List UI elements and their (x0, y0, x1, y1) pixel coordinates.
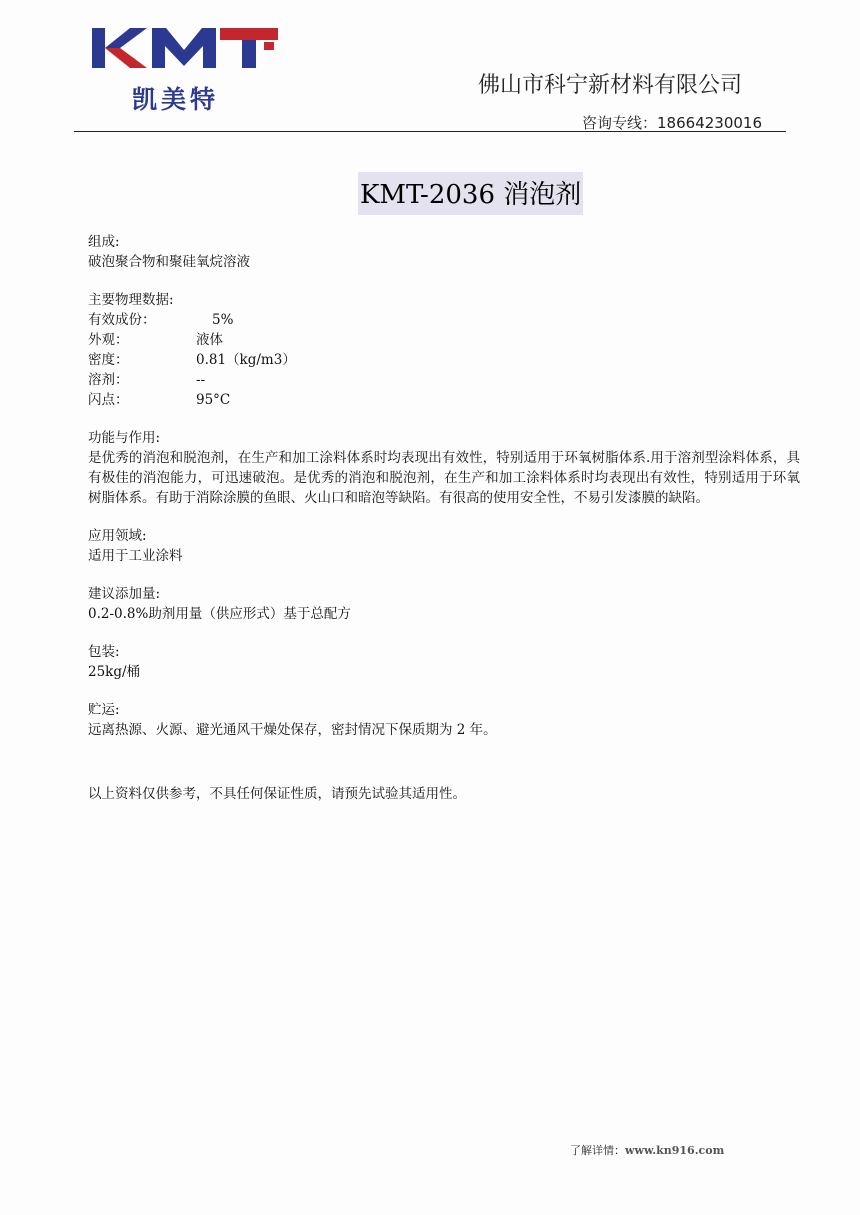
property-key: 有效成份： (88, 312, 156, 328)
application-section (88, 526, 800, 566)
kmt-logo-mark (92, 24, 282, 80)
product-title: KMT-2036 消泡剂 (358, 172, 583, 215)
property-row (88, 310, 800, 330)
property-value: 0.81（kg/m3） (196, 352, 296, 368)
footer (570, 1142, 724, 1158)
property-key: 外观： (88, 332, 129, 348)
properties-label: 主要物理数据: (88, 292, 174, 308)
storage-section (88, 700, 800, 740)
composition-text: 破泡聚合物和聚硅氧烷溶液 (88, 254, 250, 270)
packaging-section (88, 642, 800, 682)
properties-section (88, 290, 800, 410)
hotline-label: 咨询专线： (582, 114, 658, 132)
document-body (88, 232, 800, 818)
disclaimer: 以上资料仅供参考，不具任何保证性质，请预先试验其适用性。 (88, 786, 466, 802)
property-value: 5% (212, 312, 234, 328)
property-key: 溶剂： (88, 372, 129, 388)
property-key: 闪点： (88, 392, 129, 408)
property-row (88, 370, 800, 390)
composition-section (88, 232, 800, 272)
function-section (88, 428, 800, 508)
footer-url[interactable]: www.kn916.com (625, 1144, 725, 1157)
function-text: 是优秀的消泡和脱泡剂，在生产和加工涂料体系时均表现出有效性，特别适用于环氧树脂体系.用于溶剂型涂料体系，具有极佳的消泡能力，可迅速破泡。是优秀的消泡和脱泡剂，在生产和加工涂料体系时均表现出有效性，特别适用于环氧树脂体系。有助于消除涂膜的鱼眼、火山口和暗泡等缺陷。有很高的使用安全性，不易引发漆膜的缺陷。 (88, 450, 800, 506)
application-label: 应用领域: (88, 528, 147, 544)
logo-chinese-name: 凯美特 (132, 85, 220, 114)
property-row (88, 390, 800, 410)
property-value: -- (196, 372, 206, 388)
footer-label: 了解详情： (570, 1144, 625, 1157)
composition-label: 组成: (88, 234, 120, 250)
hotline-number: 18664230016 (657, 114, 762, 132)
header-divider (74, 131, 786, 132)
property-value: 95°C (196, 392, 231, 408)
property-key: 密度： (88, 352, 129, 368)
dosage-label: 建议添加量: (88, 586, 161, 602)
application-text: 适用于工业涂料 (88, 548, 183, 564)
packaging-text: 25kg/桶 (88, 664, 141, 680)
storage-text: 远离热源、火源、避光通风干燥处保存，密封情况下保质期为 2 年。 (88, 722, 497, 738)
property-row (88, 330, 800, 350)
company-name: 佛山市科宁新材料有限公司 (478, 73, 743, 98)
property-value: 液体 (196, 332, 223, 348)
packaging-label: 包装: (88, 644, 120, 660)
storage-label: 贮运: (88, 702, 120, 718)
dosage-text: 0.2-0.8%助剂用量（供应形式）基于总配方 (88, 606, 351, 622)
function-label: 功能与作用: (88, 430, 161, 446)
hotline (582, 112, 762, 133)
dosage-section (88, 584, 800, 624)
property-row (88, 350, 800, 370)
